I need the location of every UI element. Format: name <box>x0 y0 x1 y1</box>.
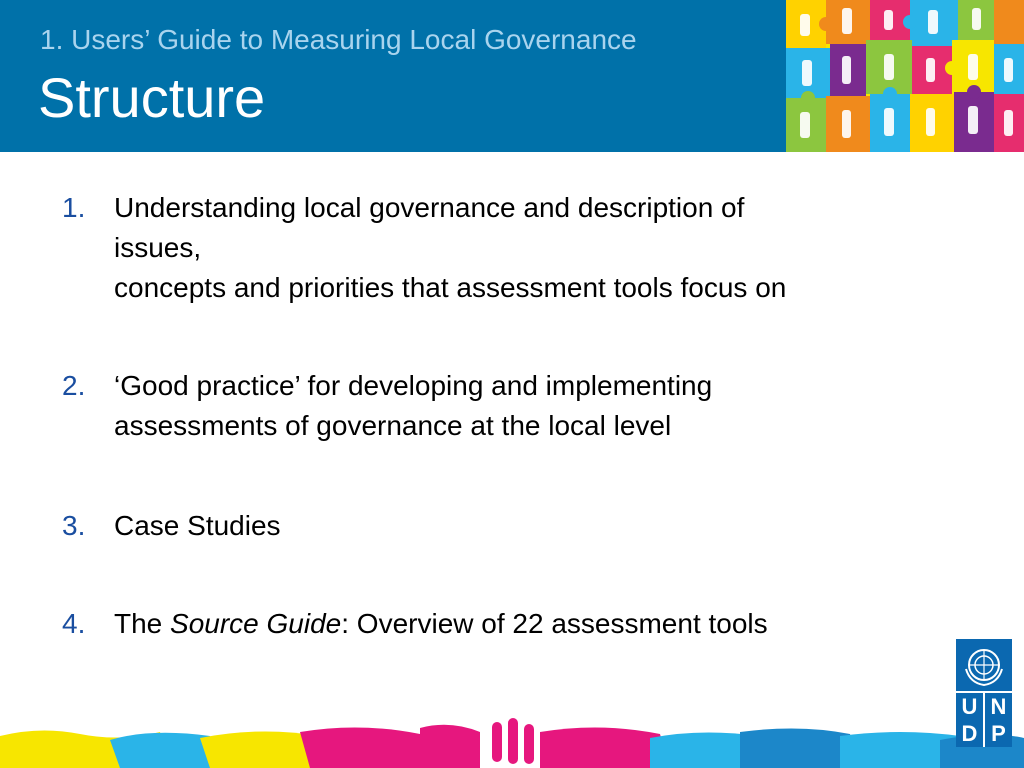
header-banner <box>0 0 1024 152</box>
list-item <box>62 604 962 644</box>
list-text <box>114 506 962 546</box>
un-emblem-icon <box>956 639 1012 691</box>
list-number: 1. <box>62 192 86 223</box>
list-text-line: Understanding local governance and description of <box>114 192 745 223</box>
list-text-suffix: : Overview of 22 assessment tools <box>341 608 768 639</box>
slide-title: Structure <box>38 66 266 129</box>
list-item <box>62 506 962 604</box>
list-number: 4. <box>62 608 86 639</box>
list-text-prefix: The <box>114 608 171 639</box>
logo-letter: P <box>985 720 1012 747</box>
puzzle-hands-image <box>786 0 1024 152</box>
list-text <box>114 604 962 644</box>
slide-subtitle: 1. Users’ Guide to Measuring Local Governance <box>40 24 637 55</box>
list-number: 2. <box>62 370 86 401</box>
list-text-line: concepts and priorities that assessment tools focus on <box>114 272 787 303</box>
list-number: 3. <box>62 510 86 541</box>
list-item <box>62 188 962 366</box>
list-text-line: Case Studies <box>114 510 281 541</box>
source-guide-title: Source Guide <box>170 608 342 639</box>
logo-letter: D <box>956 720 983 747</box>
list-text <box>114 188 962 308</box>
paint-strip-footer <box>0 718 1024 768</box>
list-item <box>62 366 962 506</box>
list-text-line: assessments of governance at the local level <box>114 410 672 441</box>
structure-list <box>62 188 962 644</box>
undp-logo <box>956 639 1012 747</box>
list-text-line: ‘Good practice’ for developing and implementing <box>114 370 713 401</box>
list-text-line: issues, <box>114 232 202 263</box>
logo-letter: U <box>956 693 983 720</box>
logo-emblem-block <box>956 639 1012 691</box>
list-text <box>114 366 962 446</box>
logo-letter: N <box>985 693 1012 720</box>
